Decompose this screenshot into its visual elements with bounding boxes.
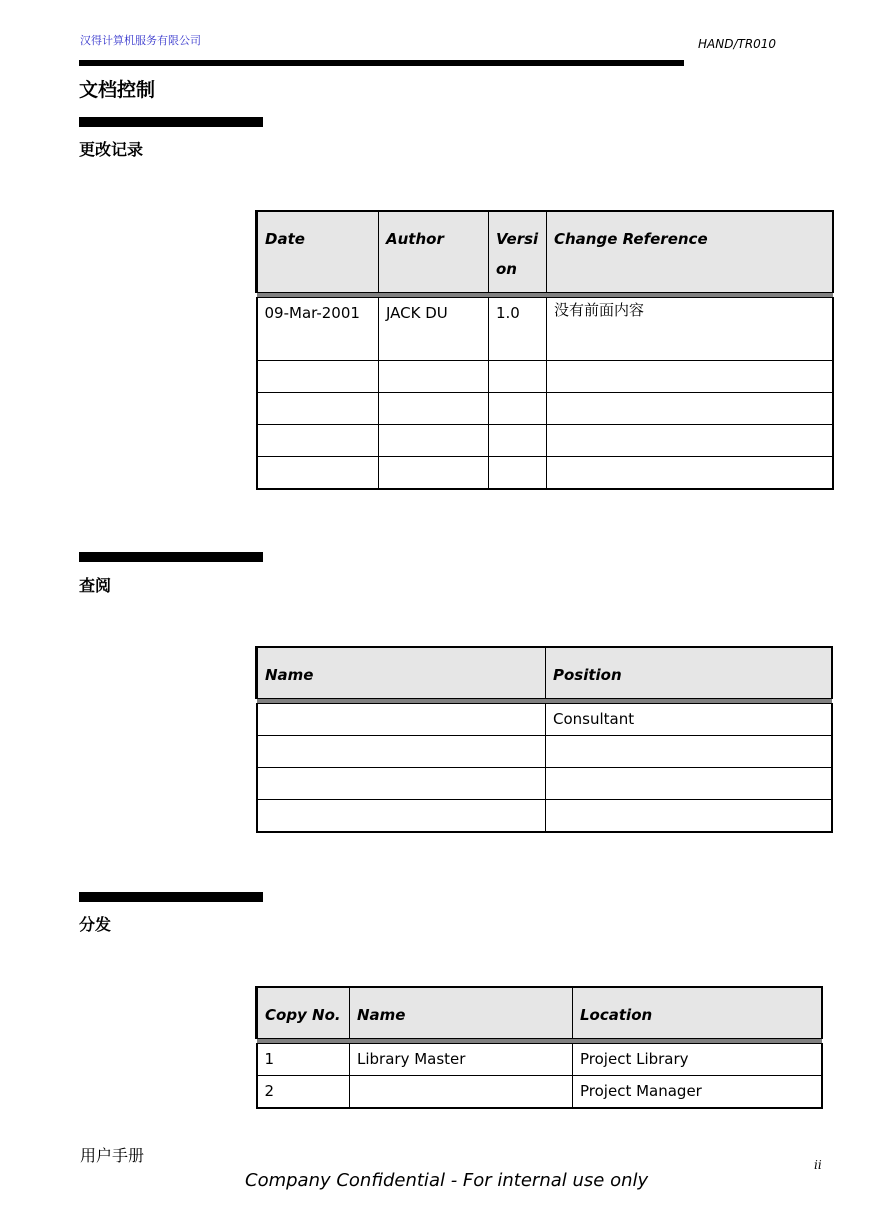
footer-page-number: ii: [814, 1158, 822, 1172]
table-cell-position: [546, 800, 833, 833]
table-header-row: [257, 211, 834, 293]
table-cell-change-reference: [547, 425, 834, 457]
column-header: Date: [257, 211, 379, 293]
table-cell-author: [379, 393, 489, 425]
table-row: [257, 1044, 823, 1076]
column-header: Change Reference: [547, 211, 834, 293]
table-cell-name: [257, 768, 546, 800]
table-cell-version: [489, 393, 547, 425]
table-cell-name: Library Master: [350, 1044, 573, 1076]
table-cell-change-reference: [547, 361, 834, 393]
section-rule-distribution: [79, 892, 263, 902]
column-header: Name: [257, 647, 546, 699]
column-header: Copy No.: [257, 987, 350, 1039]
column-header: Name: [350, 987, 573, 1039]
column-header: Versi on: [489, 211, 547, 293]
footer-manual-title: 用户手册: [80, 1146, 145, 1165]
table-row: [257, 736, 833, 768]
table-cell-date: [257, 457, 379, 490]
section-rule-change-record: [79, 117, 263, 127]
table-cell-change-reference: [547, 393, 834, 425]
table-cell-position: [546, 736, 833, 768]
table-cell-version: [489, 361, 547, 393]
table-cell-date: [257, 361, 379, 393]
table-row: [257, 298, 834, 361]
section-title-distribution: 分发: [79, 915, 112, 934]
section-title-review: 查阅: [79, 576, 112, 595]
table-cell-position: [546, 768, 833, 800]
table-cell-change-reference: [547, 457, 834, 490]
table-cell-name: [257, 736, 546, 768]
table-cell-position: Consultant: [546, 704, 833, 736]
table-row: [257, 393, 834, 425]
table-cell-copy-no: 1: [257, 1044, 350, 1076]
company-name: 汉得计算机服务有限公司: [80, 34, 201, 47]
column-header: Location: [573, 987, 823, 1039]
table-cell-location: Project Library: [573, 1044, 823, 1076]
section-rule-review: [79, 552, 263, 562]
table-header-row: [257, 647, 833, 699]
change-record-table: [255, 210, 834, 490]
table-cell-change-reference: 没有前面内容: [547, 298, 834, 361]
distribution-table: [255, 986, 823, 1109]
header-rule: [79, 60, 684, 66]
table-row: [257, 361, 834, 393]
table-cell-version: 1.0: [489, 298, 547, 361]
table-cell-date: 09-Mar-2001: [257, 298, 379, 361]
table-cell-author: JACK DU: [379, 298, 489, 361]
table-cell-author: [379, 457, 489, 490]
table-cell-date: [257, 425, 379, 457]
table-cell-copy-no: 2: [257, 1076, 350, 1109]
table-row: [257, 457, 834, 490]
table-cell-location: Project Manager: [573, 1076, 823, 1109]
table-cell-author: [379, 361, 489, 393]
page-title: 文档控制: [79, 79, 156, 101]
table-row: [257, 800, 833, 833]
table-row: [257, 425, 834, 457]
review-table: [255, 646, 833, 833]
document-id: HAND/TR010: [698, 37, 777, 51]
column-header: Position: [546, 647, 833, 699]
table-row: [257, 768, 833, 800]
table-cell-version: [489, 425, 547, 457]
table-row: [257, 704, 833, 736]
table-cell-date: [257, 393, 379, 425]
table-cell-name: [350, 1076, 573, 1109]
table-cell-version: [489, 457, 547, 490]
column-header: Author: [379, 211, 489, 293]
table-cell-name: [257, 704, 546, 736]
footer-confidential-notice: Company Confidential - For internal use only: [245, 1170, 649, 1191]
table-cell-author: [379, 425, 489, 457]
table-row: [257, 1076, 823, 1109]
table-header-row: [257, 987, 823, 1039]
table-cell-name: [257, 800, 546, 833]
section-title-change-record: 更改记录: [79, 140, 144, 159]
